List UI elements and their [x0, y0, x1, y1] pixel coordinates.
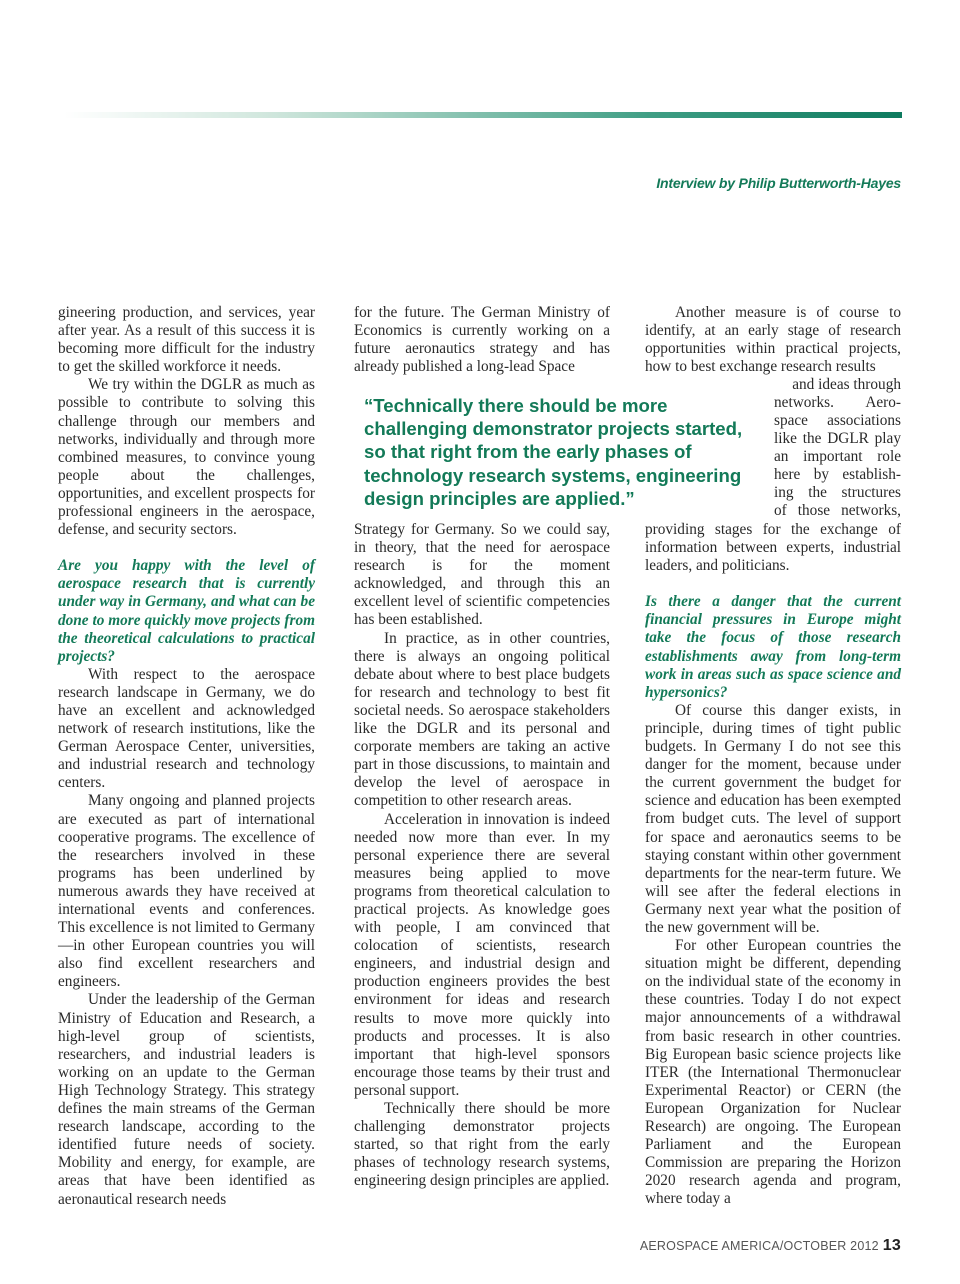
paragraph: Acceleration in innovation is indeed needed now more than ever. In my personal experience there are several measures being applied to move programs from theoretical calculation to practical projects. As knowledge goes with people, I am convinced that colocation of scientists, research engineers, and industrial design and production engineers provides the best environment for ideas and research results to move more quickly into products and processes. It is also important that high-level sponsors encourage those teams by their trust and personal support.	[354, 810, 610, 1099]
paragraph: Under the leadership of the German Ministry of Education and Research, a high-level group of scientists, researchers, and industrial leaders is working on an update to the German High Technology Strategy. This strategy defines the main streams of the German research landscape, according to the identified future needs of society. Mobility and energy, for example, are areas that have been identified as aeronautical research needs	[58, 991, 315, 1208]
paragraph: Technically there should be more challenging demonstrator projects started, so that right from the early phases of technology research systems, engineering design principles are applied.	[354, 1100, 610, 1190]
interview-question: Is there a danger that the current financial pressures in Europe might take the focus of those research establishments away from long-term work in areas such as space science and hypersonics?	[645, 593, 901, 701]
column-3	[645, 521, 901, 1208]
paragraph: providing stages for the exchange of information between experts, industrial leaders, and politicians.	[645, 521, 901, 575]
column-1	[58, 304, 315, 1209]
paragraph: gineering production, and services, year after year. As a result of this success it is becoming more difficult for the industry to get the skilled workforce it needs.	[58, 304, 315, 376]
paragraph: In practice, as in other countries, there is always an ongoing political debate about where to best place budgets for research and technology to best fit societal needs. So aerospace stakeholders like the DGLR and its personal and corporate members are taking an active part in those discussions, to maintain and develop the level of aerospace in competition to other research areas.	[354, 629, 610, 810]
column-3-top	[645, 304, 901, 376]
byline: Interview by Philip Butterworth-Hayes	[656, 175, 901, 191]
interview-question: Are you happy with the level of aerospace research that is currently under way in Germany, and what can be done to more quickly move projects from the theoretical calculations to practical projects?	[58, 557, 315, 665]
page-number: 13	[882, 1237, 901, 1254]
wrapped-line: networks. Aero-	[774, 394, 901, 411]
paragraph: Many ongoing and planned projects are executed as part of international cooperative programs. The excellence of the researchers involved in these programs has been underlined by numerous awards they have received at international events and conferences. This excellence is not limited to Germany—in other European countries you will also find excellent researchers and engineers.	[58, 792, 315, 991]
wrapped-line: here by establish-	[774, 466, 901, 483]
wrapped-line: an important role	[774, 448, 901, 465]
page-footer	[640, 1237, 901, 1255]
pull-quote: “Technically there should be more challenging demonstrator projects started, so that right from the early phases of technology research systems, engineering design principles are applied.”	[364, 395, 743, 509]
publication-name: AEROSPACE AMERICA/OCTOBER 2012	[639, 1239, 879, 1253]
paragraph: We try within the DGLR as much as possible to contribute to solving this challenge through our members and networks, individually and through more combined measures, to convince young people about the challenges, opportunities, and excellent prospects for professional engineers in the aerospace, defense, and security sectors.	[58, 376, 315, 539]
wrapped-line: and ideas through	[792, 376, 901, 393]
column-2	[354, 521, 610, 1190]
paragraph: With respect to the aerospace research landscape in Germany, we do have an excellent and acknowledged network of research institutions, like the German Aerospace Center, universities, and industrial research and technology centers.	[58, 665, 315, 792]
column-2-top	[354, 304, 610, 376]
header-rule	[64, 112, 902, 118]
wrapped-line: of those networks,	[774, 502, 901, 519]
paragraph: Of course this danger exists, in principle, during times of tight public budgets. In Germany I do not see this danger for the moment, because under the current government the budget for science and education has been exempted from budget cuts. The level of support for space and aeronautics seems to be staying constant within other government departments for the near-term future. We will see after the federal elections in Germany next year what the position of the new government will be.	[645, 701, 901, 936]
paragraph: for the future. The German Ministry of Economics is currently working on a future aeronautics strategy and has already published a long-lead Space	[354, 304, 610, 376]
wrapped-line: ing the structures	[774, 484, 901, 501]
wrapped-line: like the DGLR play	[774, 430, 901, 447]
wrapped-line: space associations	[774, 412, 901, 429]
paragraph: For other European countries the situation might be different, depending on the individual state of the economy in these countries. Today I do not expect major announcements of a withdrawal from basic research in other countries. Big European basic science projects like ITER (the International Thermonuclear Experimental Reactor) or CERN (the European Organization for Nuclear Research) are ongoing. The European Parliament and the European Commission are preparing the Horizon 2020 research agenda and program, where today a	[645, 937, 901, 1208]
paragraph: Another measure is of course to identify, at an early stage of research opportunities within practical projects, how to best exchange research results	[645, 304, 901, 376]
paragraph: Strategy for Germany. So we could say, in theory, that the need for aerospace research is for the moment acknowledged, and through this an excellent level of scientific competencies has been established.	[354, 521, 610, 629]
